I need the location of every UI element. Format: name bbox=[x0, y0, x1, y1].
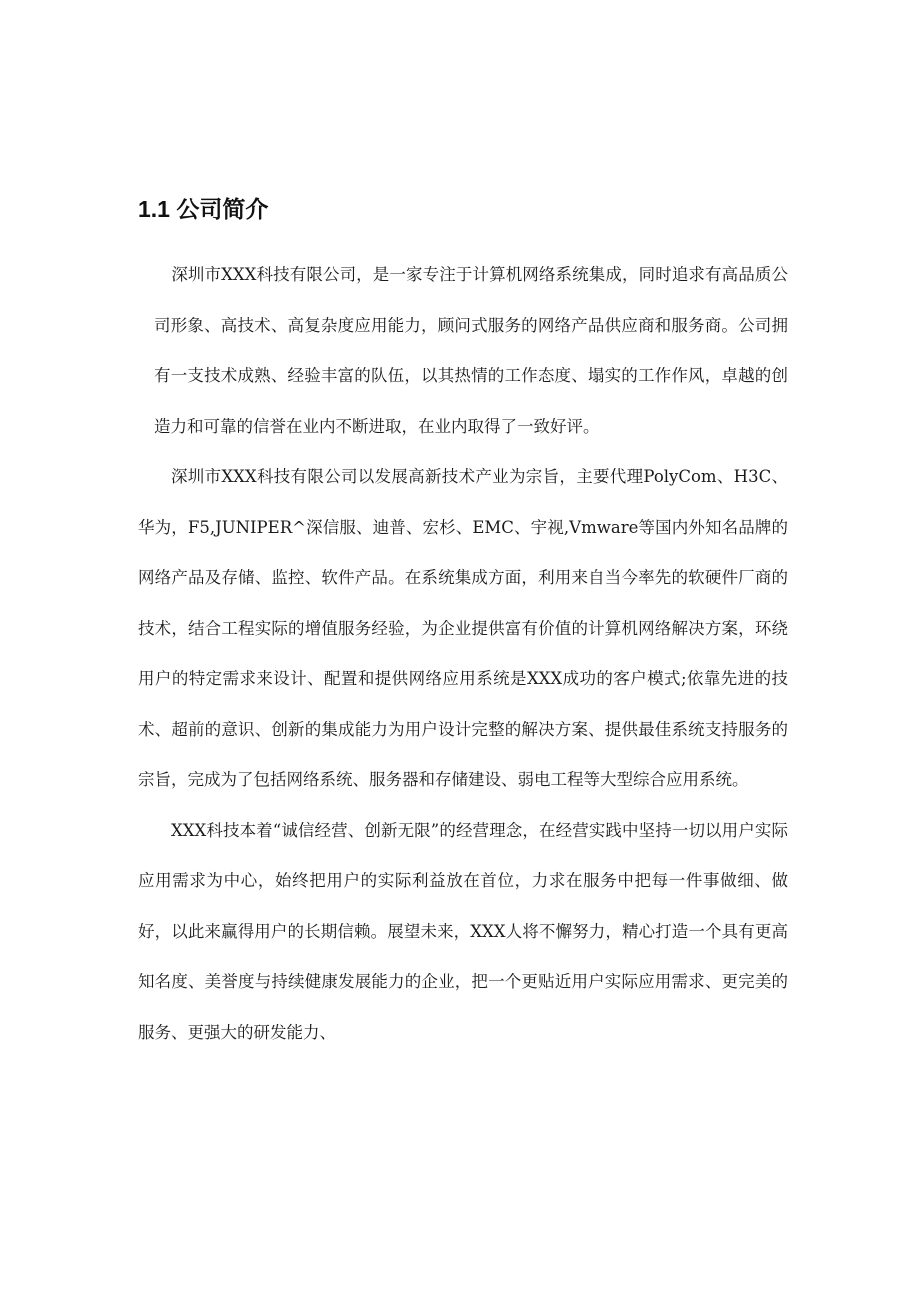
section-heading: 1.1 公司简介 bbox=[138, 196, 269, 222]
paragraph-business-scope: 深圳市XXX科技有限公司以发展高新技术产业为宗旨，主要代理PolyCom、H3C、华为，F5,JUNIPER^深信服、迪普、宏杉、EMC、宇视,Vmware等国内外知名品牌的网络产品及存储、监控、软件产品。在系统集成方面，利用来自当今率先的软硬件厂商的技术，结合工程实际的增值服务经验，为企业提供富有价值的计算机网络解决方案，环绕用户的特定需求来设计、配置和提供网络应用系统是XXX成功的客户模式;依靠先进的技术、超前的意识、创新的集成能力为用户设计完整的解决方案、提供最佳系统支持服务的宗旨，完成为了包括网络系统、服务器和存储建设、弱电工程等大型综合应用系统。 bbox=[138, 467, 788, 789]
paragraph-business-philosophy: XXX科技本着“诚信经营、创新无限”的经营理念，在经营实践中坚持一切以用户实际应用需求为中心，始终把用户的实际利益放在首位，力求在服务中把每一件事做细、做好，以此来赢得用户的长期信赖。展望未来，XXX人将不懈努力，精心打造一个具有更高知名度、美誉度与持续健康发展能力的企业，把一个更贴近用户实际应用需求、更完美的服务、更强大的研发能力、 bbox=[138, 820, 788, 1042]
paragraph-company-intro: 深圳市XXX科技有限公司，是一家专注于计算机网络系统集成，同时追求有高品质公司形象、高技术、高复杂度应用能力，顾问式服务的网络产品供应商和服务商。公司拥有一支技术成熟、经验丰富的队伍，以其热情的工作态度、塌实的工作作风，卓越的创造力和可靠的信誉在业内不断进取，在业内取得了一致好评。 bbox=[154, 265, 788, 436]
document-body bbox=[138, 250, 788, 1058]
